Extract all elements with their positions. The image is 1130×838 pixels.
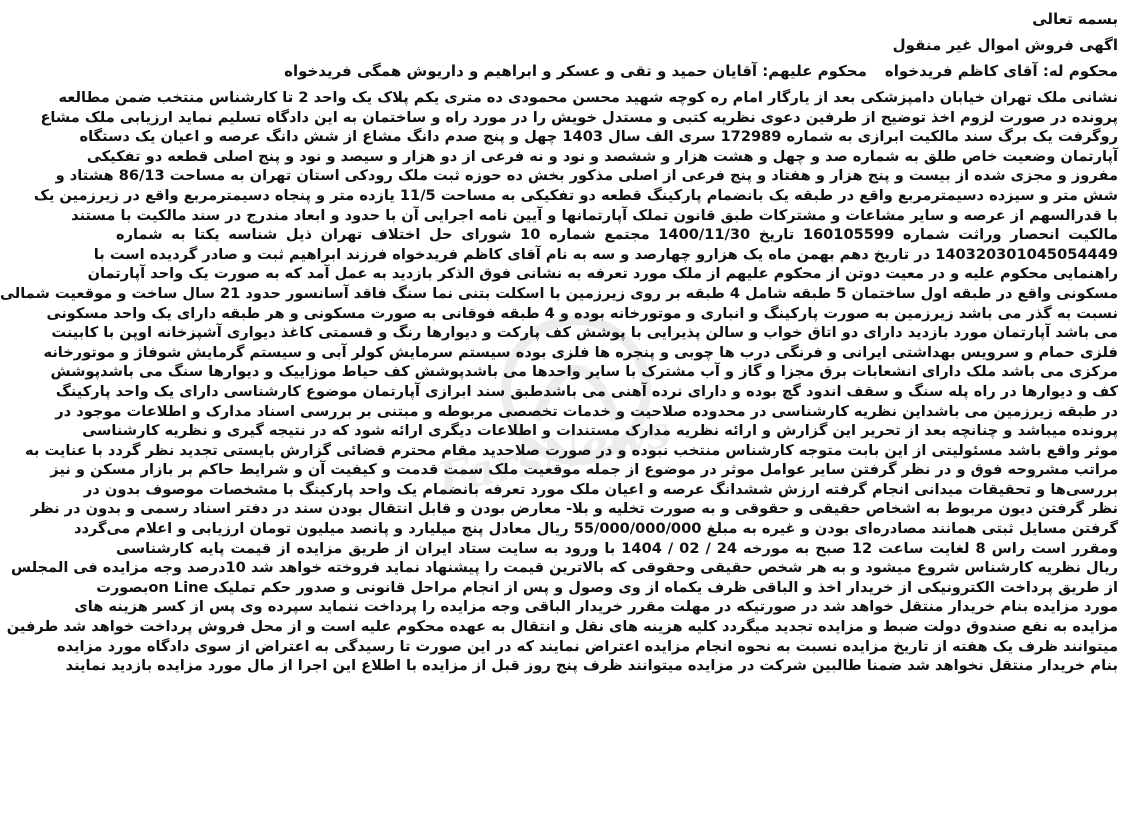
defendants-label: محکوم علیهم: آقایان حمید و تقی و عسکر و ابراهیم و داریوش همگی فریدخواه	[284, 62, 867, 80]
parties-line	[116, 58, 1118, 84]
body-line: در طبقه زیرزمین می باشداین نظریه کارشناسی در محدوده صلاحیت و خدمات تخصصی مربوطه و مبتنی بر بررسی اسناد مدارک و اطلاعات موجود در	[55, 402, 1118, 420]
body-line: می باشد آپارتمان مورد بازدید دارای دو اتاق خواب و سالن پذیرایی با پوشش کف پارکت و دیوارها رنگ و قسمتی کاغذ دیواری آشپزخانه اوپن با کابینت	[51, 324, 1118, 342]
body-line: میتوانند ظرف یک هفته از تاریخ مزایده نسبت به نحوه انجام مزایده اعتراض نمایند که در این صورت تا رسیدگی به اعتراض از سوی دادگاه مورد مزایده	[56, 637, 1118, 655]
body-line: مورد مزایده بنام خریدار منتقل خواهد شد در صورتیکه در مهلت مقرر خریدار الباقی وجه مزایده را پرداخت ننماید سپرده وی پس از کسر هزینه های	[74, 598, 1118, 616]
body-line: با قدرالسهم از عرصه و سایر مشاعات و مشترکات طبق قانون تملک آپارتمانها و آیین نامه اجرایی آن با حدود و ابعاد مندرج در سند مالکیت با مستند	[71, 206, 1118, 224]
body-line: نظر گرفتن دیون مربوط به اشخاص حقیقی و حقوقی و به صورت تخلیه و بلا- معارض بودن و قابل انتقال بودن سند در دفتر اسناد رسمی و بدون در نظر	[30, 500, 1118, 518]
plaintiff-label: محکوم له: آقای کاظم فریدخواه	[884, 62, 1118, 80]
notice-title: اگهی فروش اموال غیر منقول	[892, 36, 1118, 54]
body-line: بنام خریدار منتقل نخواهد شد ضمنا طالبین شرکت در مزایده میتوانند ظرف پنج روز قبل از مزایده با اطلاع این اجرا از مال مورد مزایده بازدید نمایند	[65, 657, 1118, 675]
bismillah-heading: بسمه تعالی	[1032, 10, 1118, 28]
notice-document	[0, 6, 1118, 834]
body-line: مالکیت انحصار وراثت شماره 160105599 تاریخ 1400/11/30 مجتمع شماره 10 شورای حل اختلاف تهران ذیل شناسه یکتا به شماره	[116, 226, 1118, 244]
body-line: مراتب مشروحه فوق و در نظر گرفتن سایر عوامل موثر در موضوع از جمله موقعیت ملک سمت قدمت و کیفیت آن و شرایط حاکم بر بازار مسکن و نیز	[50, 461, 1118, 479]
body-line: از طریق پرداخت الکترونیکی از خریدار اخذ و الباقی ظرف یکماه از وی وصول و پس از انجام مراحل قانونی و صدور حکم تملیک on Lineبصورت	[96, 578, 1118, 596]
body-line: نشانی ملک تهران خیابان دامپزشکی بعد از یارگار امام ره کوچه شهید محسن محمودی ده متری یکم پلاک یک واحد 2 تا کارشناس منتخب ضمن مطالعه	[58, 89, 1118, 106]
body-line: بررسی‌ها و تحقیقات میدانی انجام گرفته ارزش ششدانگ عرصه و اعیان ملک مورد تعرفه بانضمام یک واحد پارکینگ با مشخصات موصوف بدون در	[83, 480, 1118, 498]
body-line: آپارتمان وضعیت خاص طلق به شماره صد و چهل و هشت هزار و ششصد و نود و نه فرعی از دو هزار و سیصد و نود و پنج اصلی قطعه دو تفکیکی	[86, 147, 1118, 165]
body-line: مرکزی می باشد ملک دارای انشعابات برق مجزا و گاز و آب مشترک با سایر واحدها می باشدپوشش کف حیاط موزاییک و دیوارها سنگ می باشدپوشش	[50, 363, 1118, 381]
body-line: فلزی حمام و سرویس بهداشتی ایرانی و فرنگی درب ها چوبی و پنجره ها فلزی بوده سیستم سرمایش کولر آبی و سیستم گرمایش شوفاژ و موتورخانه	[43, 343, 1118, 361]
body-line: 140320301045054449 در تاریخ دهم بهمن ماه یک هزارو چهارصد و سه به نام آقای کاظم فریدخواه فرزند ابراهیم ثبت و صادر گردیده است با	[93, 245, 1118, 263]
body-line: کف و دیوارها در راه پله سنگ و سقف اندود گچ بوده و دارای نرده آهنی می باشدطبق سند ابرازی آپارتمان موضوع کارشناسی دارای یک واحد پارکینگ	[55, 382, 1118, 400]
body-line: ریال نظریه کارشناس شروع میشود و به هر شخص حقیقی وحقوقی که بالاترین قیمت را پیشنهاد نماید فروخته خواهد شد 10درصد وجه مزایده فی المجلس	[10, 559, 1118, 577]
body-line: راهنمایی محکوم علیه و در معیت دوتن از محکوم علیهم از ملک مورد تعرفه به نشانی فوق الذکر بازدید به عمل آمد که به صورت یک واحد آپارتمان	[87, 265, 1118, 283]
body-line: مفروز و مجزی شده از بیست و پنج هزار و هفتاد و پنج فرعی از اصلی مذکور بخش ده حوزه ثبت ملک رودکی استان تهران به مساحت 86/13 هشتاد و	[55, 167, 1118, 185]
body-line: پرونده میباشد و چنانچه بعد از تحریر این گزارش و ارائه نظریه مدارک مستندات و اطلاعات دیگری ارائه شود که در نتیجه گیری و نظریه کارشناسی	[82, 422, 1118, 440]
body-line: روگرفت یک برگ سند مالکیت ابرازی به شماره 172989 سری الف سال 1403 چهل و پنج صدم دانگ مشاع از شش دانگ عرصه و اعیان یک دستگاه	[79, 128, 1118, 146]
body-line: مزایده به نفع صندوق دولت ضبط و مزایده تجدید میگردد کلیه هزینه های نقل و انتقال به عهده محکوم علیه است و از محل فروش پرداخت خواهد شد طرفین	[6, 618, 1118, 636]
body-line: گرفتن مسایل ثبتی همانند مصادره‌ای بودن و غیره به مبلغ 55/000/000/000 ریال معادل پنج میلیارد و پانصد میلیون تومان ارزیابی و اعلام می‌گردد	[73, 520, 1118, 538]
body-line: ومقرر است راس 8 لغایت ساعت 12 صبح به مورخه 24 / 02 / 1404 با ورود به سایت ستاد ایران از طریق مزایده از قیمت پایه کارشناسی	[116, 539, 1118, 557]
notice-body	[0, 88, 1118, 676]
watermark-text: FarsNews	[433, 406, 675, 505]
body-line: پرونده در صورت لزوم اخذ توضیح از طرفین دعوی نظریه کتبی و مستدل خویش را در مورد راه و ساختمان به این دادگاه تسلیم نماید ارزیابی ملک مشاع	[40, 108, 1118, 126]
body-line: شش متر و سیزده دسیمترمربع واقع در طبقه یک بانضمام پارکینگ قطعه دو تفکیکی به مساحت 11/5 یازده متر و پنجاه دسیمترمربع واقع در زیرزمین یک	[33, 186, 1118, 204]
body-line: موثر واقع باشد مسئولیتی از این بابت متوجه کارشناس منتخب نبوده و در صورت صلاحدید مقام محترم قضائی گزارش بایستی تجدید نظر گردد با عنایت به	[25, 441, 1118, 459]
body-line: مسکونی واقع در طبقه اول ساختمان 5 طبقه شامل 4 طبقه بر روی زیرزمین با اسکلت بتنی نما سنگ فاقد آسانسور حدود 21 سال ساخت و موقعیت شمالی	[0, 284, 1118, 302]
body-line: نسبت به گذر می باشد زیرزمین به صورت پارکینگ و انباری و موتورخانه بوده و 4 طبقه فوقانی به صورت مسکونی و هر طبقه دارای یک واحد مسکونی	[46, 304, 1118, 322]
